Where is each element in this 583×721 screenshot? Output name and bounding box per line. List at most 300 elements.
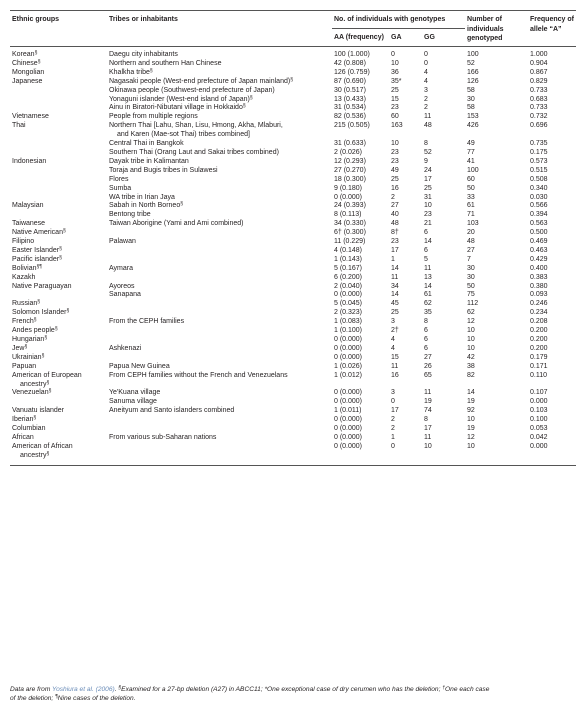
ethnic-group-name: Jew: [12, 344, 25, 352]
table-row: [10, 416, 576, 425]
table-row: [10, 167, 576, 176]
cell-number-genotyped: 112: [467, 300, 479, 308]
cell-number-genotyped: 30: [467, 264, 475, 272]
cell-allele-frequency: 0.246: [530, 300, 548, 308]
cell-ga: 45: [391, 300, 399, 308]
ethnic-group-footnote-mark: §: [33, 317, 37, 324]
cell-number-genotyped: 10: [467, 327, 475, 335]
cell-ga: 0: [391, 51, 395, 58]
cell-gg: 6: [424, 344, 428, 352]
cell-allele-frequency: 0.400: [530, 264, 548, 272]
cell-gg: 14: [424, 282, 432, 290]
cell-aa-frequency: 9 (0.180): [334, 184, 363, 192]
cell-number-genotyped: 61: [467, 202, 475, 210]
cell-allele-frequency: 0.563: [530, 220, 548, 228]
cell-ga: 2: [391, 425, 395, 433]
cell-ethnic-group: [10, 398, 107, 407]
cell-aa-frequency: 34 (0.330): [334, 220, 366, 228]
cell-number-genotyped: 10: [465, 443, 528, 465]
cell-tribe: [107, 104, 332, 113]
cell-aa-frequency: 24 (0.393): [334, 202, 366, 210]
ethnic-group-name: Kazakh: [12, 273, 36, 281]
ethnic-group-name: Columbian: [12, 425, 46, 433]
cell-gg: 26: [424, 362, 432, 370]
cell-number-genotyped: 10: [467, 416, 475, 424]
cell-number-genotyped: 52: [467, 59, 475, 67]
cell-ga: 49: [391, 166, 399, 174]
ethnic-group-footnote-mark: §: [66, 308, 70, 315]
cell-aa-frequency: 0 (0.000): [334, 425, 363, 433]
cell-gg: 11: [424, 433, 432, 441]
cell-gg: 23: [424, 211, 432, 219]
cell-aa-frequency: 100 (1.000): [334, 51, 370, 58]
cell-ethnic-group: [10, 372, 107, 390]
cell-ga: 25: [391, 175, 399, 183]
table-row: [10, 176, 576, 185]
cell-ga: 0: [391, 398, 395, 406]
cell-aa-frequency: 0 (0.000): [334, 291, 363, 299]
ethnic-group-name: Taiwanese: [12, 220, 46, 228]
cell-allele-frequency: 0.500: [530, 229, 548, 237]
cell-allele-frequency: 0.573: [530, 157, 548, 165]
table-row: [10, 202, 576, 211]
tribe-name: From the CEPH families: [109, 318, 185, 326]
table-row: [10, 363, 576, 372]
cell-aa-frequency: 1 (0.143): [334, 255, 363, 263]
cell-gg: 4: [424, 68, 428, 76]
cell-number-genotyped: 100: [467, 166, 479, 174]
cell-aa-frequency: 2 (0.026): [334, 148, 363, 156]
footnote-text-6: Nine cases of the deletion.: [57, 695, 136, 702]
cell-allele-frequency: 0.000: [528, 443, 576, 465]
cell-ethnic-group: [10, 443, 107, 465]
cell-ga: 25: [391, 86, 399, 94]
tribe-name: Daegu city inhabitants: [109, 51, 178, 58]
cell-allele-frequency: 0.340: [530, 184, 548, 192]
ethnic-group-footnote-mark: §: [46, 450, 50, 457]
footnote-text-5: of the deletion;: [10, 695, 56, 702]
cell-number-genotyped: 153: [467, 113, 479, 121]
cell-number-genotyped: 103: [467, 220, 479, 228]
cell-tribe: [107, 220, 332, 229]
cell-ethnic-group: [10, 185, 107, 194]
cell-allele-frequency: 0.171: [530, 362, 548, 370]
ethnic-group-name: Solomon Islander: [12, 309, 67, 317]
cell-ga: 16: [391, 184, 399, 192]
cell-ga: 23: [391, 238, 399, 246]
cell-tribe: [107, 60, 332, 69]
cell-allele-frequency: 0.429: [530, 255, 548, 263]
cell-gg: 8: [424, 416, 428, 424]
table-row: [10, 274, 576, 283]
tribe-name: From CEPH families without the French and Venezuelans: [109, 371, 288, 379]
ethnic-group-name: Filipino: [12, 238, 35, 246]
cell-aa-frequency: 0 (0.000): [334, 353, 363, 361]
table-row: [10, 87, 576, 96]
cell-tribe: [107, 247, 332, 256]
cell-gg: 24: [424, 166, 432, 174]
cell-number-genotyped: 27: [467, 246, 475, 254]
cell-gg: 10: [424, 202, 432, 210]
ethnic-group-name: Vietnamese: [12, 113, 49, 121]
cell-tribe: [107, 256, 332, 265]
cell-aa-frequency: 1 (0.012): [334, 371, 363, 379]
tribe-footnote-mark: §: [290, 76, 293, 83]
cell-tribe: [107, 300, 332, 309]
ethnic-group-name: Japanese: [12, 77, 43, 85]
cell-ethnic-group: [10, 354, 107, 363]
cell-number-genotyped: 49: [467, 140, 475, 148]
footnote-text-1: Data are from: [10, 686, 53, 693]
cell-allele-frequency: 0.107: [530, 389, 548, 397]
cell-ethnic-group: [10, 194, 107, 203]
cell-allele-frequency: 0.733: [530, 104, 548, 112]
cell-gg: 4: [424, 77, 428, 85]
cell-allele-frequency: 0.683: [530, 95, 548, 103]
tribe-name: Yonaguni islander (West-end island of Japan): [109, 95, 250, 103]
tribe-name: Ainu in Biratori-Nibutani village in Hokkaido: [109, 104, 243, 112]
cell-ethnic-group: [10, 363, 107, 372]
tribe-name: Aneityum and Santo islanders combined: [109, 407, 235, 415]
reference-link[interactable]: Yoshiura et al. (2006): [52, 686, 115, 693]
footnote-section-symbol: §: [118, 685, 122, 691]
table-row: [10, 238, 576, 247]
cell-aa-frequency: 11 (0.229): [334, 238, 366, 246]
cell-gg: 11: [424, 113, 432, 121]
tribe-footnote-mark: §: [249, 94, 253, 101]
cell-ethnic-group: [10, 274, 107, 283]
cell-ga: 2†: [391, 327, 399, 335]
table-row: [10, 345, 576, 354]
table-row: [10, 104, 576, 113]
cell-ga: 1: [391, 433, 395, 441]
cell-ethnic-group: [10, 202, 107, 211]
cell-allele-frequency: 1.000: [530, 51, 548, 58]
tribe-name: WA tribe in Irian Jaya: [109, 193, 175, 201]
header-tribes: Tribes or inhabitants: [107, 11, 332, 47]
cell-ethnic-group: [10, 327, 107, 336]
cell-allele-frequency: 0.508: [530, 175, 548, 183]
footnote-text-4: One each case: [445, 686, 490, 693]
cell-aa-frequency: 0 (0.000): [332, 443, 389, 465]
cell-aa-frequency: 42 (0.808): [334, 59, 366, 67]
ethnic-group-footnote-mark: §: [48, 388, 52, 395]
cell-ga: 3: [391, 389, 395, 397]
cell-allele-frequency: 0.200: [530, 327, 548, 335]
tribe-name: People from multiple regions: [109, 113, 198, 121]
tribe-name: Ye'Kuana village: [109, 389, 161, 397]
cell-aa-frequency: 1 (0.011): [334, 407, 362, 415]
cell-gg: 17: [424, 175, 432, 183]
cell-tribe: [107, 407, 332, 416]
cell-tribe: [107, 265, 332, 274]
genotype-table-container: [10, 10, 576, 466]
cell-ga: 163: [391, 122, 403, 130]
cell-ga: 14: [391, 291, 399, 299]
ethnic-group-footnote-mark: §: [41, 352, 45, 359]
ethnic-group-footnote-mark: §: [37, 299, 41, 306]
table-row: [10, 327, 576, 336]
cell-ethnic-group: [10, 425, 107, 434]
cell-gg: 14: [424, 238, 432, 246]
cell-allele-frequency: 0.030: [530, 193, 548, 201]
ethnic-group-name: Malaysian: [12, 202, 44, 210]
cell-tribe: [107, 309, 332, 318]
ethnic-group-name: Papuan: [12, 362, 37, 370]
ethnic-group-name: African: [12, 433, 34, 441]
ethnic-group-name: American of African: [12, 442, 73, 450]
cell-gg: 0: [424, 51, 428, 58]
cell-aa-frequency: 6† (0.300): [334, 229, 366, 237]
cell-number-genotyped: 10: [467, 336, 475, 343]
cell-aa-frequency: 5 (0.045): [334, 300, 363, 308]
table-row: [10, 96, 576, 105]
cell-number-genotyped: 58: [467, 104, 475, 112]
cell-allele-frequency: 0.179: [530, 353, 548, 361]
tribe-name-cont: and Karen (Mae-sot Thai) tribes combined]: [117, 131, 250, 139]
cell-tribe: [107, 327, 332, 336]
tribe-name: Sanuma village: [109, 398, 157, 406]
header-ga: GA: [389, 28, 422, 47]
cell-ethnic-group: [10, 176, 107, 185]
table-row: [10, 69, 576, 78]
table-row: [10, 283, 576, 292]
ethnic-group-footnote-mark: §: [62, 228, 66, 235]
cell-number-genotyped: 10: [467, 344, 475, 352]
cell-aa-frequency: 215 (0.505): [334, 122, 370, 130]
cell-ga: 27: [391, 202, 399, 210]
ethnic-group-name: Thai: [12, 122, 26, 130]
cell-aa-frequency: 30 (0.517): [334, 86, 366, 94]
tribe-name: Bentong tribe: [109, 211, 151, 219]
cell-tribe: [107, 434, 332, 443]
cell-ga: 4: [391, 336, 395, 343]
cell-number-genotyped: 19: [467, 425, 475, 433]
table-row: [10, 300, 576, 309]
cell-number-genotyped: 58: [467, 86, 475, 94]
tribe-name: Palawan: [109, 238, 136, 246]
cell-ethnic-group: [10, 158, 107, 167]
cell-allele-frequency: 0.394: [530, 211, 548, 219]
ethnic-group-name: Russian: [12, 300, 38, 308]
cell-number-genotyped: 7: [467, 255, 471, 263]
cell-gg: 19: [424, 398, 432, 406]
cell-gg: 8: [424, 140, 428, 148]
cell-number-genotyped: 426: [467, 122, 479, 130]
cell-ethnic-group: [10, 220, 107, 229]
table-row: [10, 407, 576, 416]
cell-allele-frequency: 0.093: [530, 291, 548, 299]
cell-number-genotyped: 82: [467, 371, 475, 379]
cell-number-genotyped: 30: [467, 273, 475, 281]
cell-ethnic-group: [10, 416, 107, 425]
ethnic-group-name-cont: ancestry: [20, 380, 47, 388]
cell-gg: 2: [424, 95, 428, 103]
cell-aa-frequency: 0 (0.000): [334, 336, 363, 343]
cell-aa-frequency: 126 (0.759): [334, 68, 370, 76]
cell-tribe: [107, 354, 332, 363]
tribe-name: Papua New Guinea: [109, 362, 170, 370]
table-row: [10, 434, 576, 443]
tribe-name: Flores: [109, 175, 129, 183]
cell-gg: 27: [424, 353, 432, 361]
cell-ga: 4: [391, 344, 395, 352]
table-row: [10, 229, 576, 238]
table-row: [10, 318, 576, 327]
cell-number-genotyped: 60: [467, 175, 475, 183]
cell-aa-frequency: 1 (0.026): [334, 362, 363, 370]
cell-tribe: [107, 291, 332, 300]
cell-ga: 15: [391, 353, 399, 361]
cell-gg: 25: [424, 184, 432, 192]
table-row: [10, 309, 576, 318]
cell-aa-frequency: 82 (0.536): [334, 113, 366, 121]
table-row: [10, 185, 576, 194]
tribe-name: Toraja and Bugis tribes in Sulawesi: [109, 166, 218, 174]
ethnic-group-name: Pacific islander: [12, 255, 60, 263]
cell-ga: 16: [391, 371, 399, 379]
cell-aa-frequency: 27 (0.270): [334, 166, 366, 174]
cell-aa-frequency: 31 (0.534): [334, 104, 366, 112]
cell-gg: 74: [424, 407, 432, 415]
table-row: [10, 443, 576, 465]
tribe-name: Southern Thai (Orang Laut and Sakai tribes combined): [109, 148, 279, 156]
cell-tribe: [107, 140, 332, 149]
cell-tribe: [107, 363, 332, 372]
cell-tribe: [107, 87, 332, 96]
ethnic-group-name: Iberian: [12, 416, 34, 424]
table-row: [10, 220, 576, 229]
cell-number-genotyped: 75: [467, 291, 475, 299]
table-row: [10, 256, 576, 265]
cell-gg: 6: [424, 327, 428, 335]
cell-ga: 34: [391, 282, 399, 290]
cell-ethnic-group: [10, 283, 107, 292]
cell-gg: 9: [424, 157, 428, 165]
cell-tribe: [107, 318, 332, 327]
cell-gg: 10: [422, 443, 465, 465]
footnote-text-2: .: [114, 686, 119, 693]
cell-allele-frequency: 0.208: [530, 318, 548, 326]
cell-aa-frequency: 0 (0.000): [334, 344, 363, 352]
cell-tribe: [107, 372, 332, 390]
cell-ga: 0: [389, 443, 422, 465]
cell-allele-frequency: 0.732: [530, 113, 548, 121]
cell-allele-frequency: 0.234: [530, 309, 548, 317]
tribe-footnote-mark: §: [242, 103, 246, 110]
cell-number-genotyped: 62: [467, 309, 475, 317]
cell-gg: 11: [424, 389, 432, 397]
cell-tribe: [107, 211, 332, 220]
table-row: [10, 211, 576, 220]
cell-ethnic-group: [10, 265, 107, 274]
table-row: [10, 122, 576, 140]
cell-ga: 11: [391, 273, 399, 281]
table-row: [10, 354, 576, 363]
cell-tribe: [107, 69, 332, 78]
cell-number-genotyped: 48: [467, 238, 475, 246]
ethnic-group-footnote-mark: §: [54, 326, 58, 333]
header-ethnic-groups: Ethnic groups: [10, 11, 107, 47]
cell-tribe: [107, 158, 332, 167]
cell-ga: 17: [391, 407, 399, 415]
tribe-name: Northern and southern Han Chinese: [109, 59, 222, 67]
tribe-name: From various sub-Saharan nations: [109, 433, 217, 441]
tribe-name: Northern Thai [Lahu, Shan, Lisu, Hmong, Akha, Mlaburi,: [109, 122, 283, 130]
cell-number-genotyped: 33: [467, 193, 475, 201]
cell-gg: 8: [424, 318, 428, 326]
cell-aa-frequency: 0 (0.000): [334, 433, 363, 441]
cell-ethnic-group: [10, 318, 107, 327]
cell-ethnic-group: [10, 122, 107, 140]
cell-gg: 61: [424, 291, 432, 299]
cell-tribe: [107, 389, 332, 398]
cell-number-genotyped: 71: [467, 211, 475, 219]
ethnic-group-footnote-mark: §: [46, 379, 50, 386]
cell-number-genotyped: 50: [467, 282, 475, 290]
cell-ethnic-group: [10, 345, 107, 354]
tribe-name: Ashkenazi: [109, 344, 142, 352]
cell-ga: 17: [391, 246, 399, 254]
table-row: [10, 247, 576, 256]
cell-tribe: [107, 425, 332, 434]
ethnic-group-name: Hungarian: [12, 336, 45, 343]
cell-gg: 62: [424, 300, 432, 308]
cell-ethnic-group: [10, 47, 107, 60]
table-row: [10, 60, 576, 69]
cell-ethnic-group: [10, 434, 107, 443]
cell-aa-frequency: 12 (0.293): [334, 157, 366, 165]
cell-gg: 65: [424, 371, 432, 379]
cell-tribe: [107, 336, 332, 345]
cell-tribe: [107, 229, 332, 238]
tribe-name: Aymara: [109, 264, 133, 272]
tribe-name: Ayoreos: [109, 282, 135, 290]
cell-ethnic-group: [10, 256, 107, 265]
ethnic-group-footnote-mark: §: [44, 335, 48, 341]
cell-ga: 3: [391, 318, 395, 326]
cell-number-genotyped: 100: [467, 51, 479, 58]
cell-ethnic-group: [10, 69, 107, 78]
cell-tribe: [107, 167, 332, 176]
cell-ethnic-group: [10, 104, 107, 113]
table-footnote: [10, 685, 576, 703]
cell-aa-frequency: 0 (0.000): [334, 193, 363, 201]
cell-aa-frequency: 6 (0.200): [334, 273, 363, 281]
ethnic-group-footnote-mark: §: [24, 343, 28, 350]
cell-ga: 48: [391, 220, 399, 228]
cell-ga: 35*: [391, 77, 402, 85]
cell-number-genotyped: 14: [467, 389, 475, 397]
tribe-name: Taiwan Aborigine (Yami and Ami combined): [109, 220, 244, 228]
header-genotypes: No. of individuals with genotypes: [332, 11, 465, 29]
cell-aa-frequency: 2 (0.040): [334, 282, 363, 290]
cell-gg: 21: [424, 220, 432, 228]
cell-aa-frequency: 0 (0.000): [334, 389, 363, 397]
table-row: [10, 47, 576, 60]
cell-tribe: [107, 274, 332, 283]
table-row: [10, 265, 576, 274]
cell-allele-frequency: 0.200: [530, 336, 548, 343]
cell-ga: 15: [391, 95, 399, 103]
ethnic-group-name: Korean: [12, 51, 35, 58]
cell-tribe: [107, 398, 332, 407]
cell-allele-frequency: 0.735: [530, 140, 548, 148]
cell-ga: 23: [391, 148, 399, 156]
cell-allele-frequency: 0.469: [530, 238, 548, 246]
cell-ethnic-group: [10, 60, 107, 69]
ethnic-group-name: Chinese: [12, 59, 38, 67]
